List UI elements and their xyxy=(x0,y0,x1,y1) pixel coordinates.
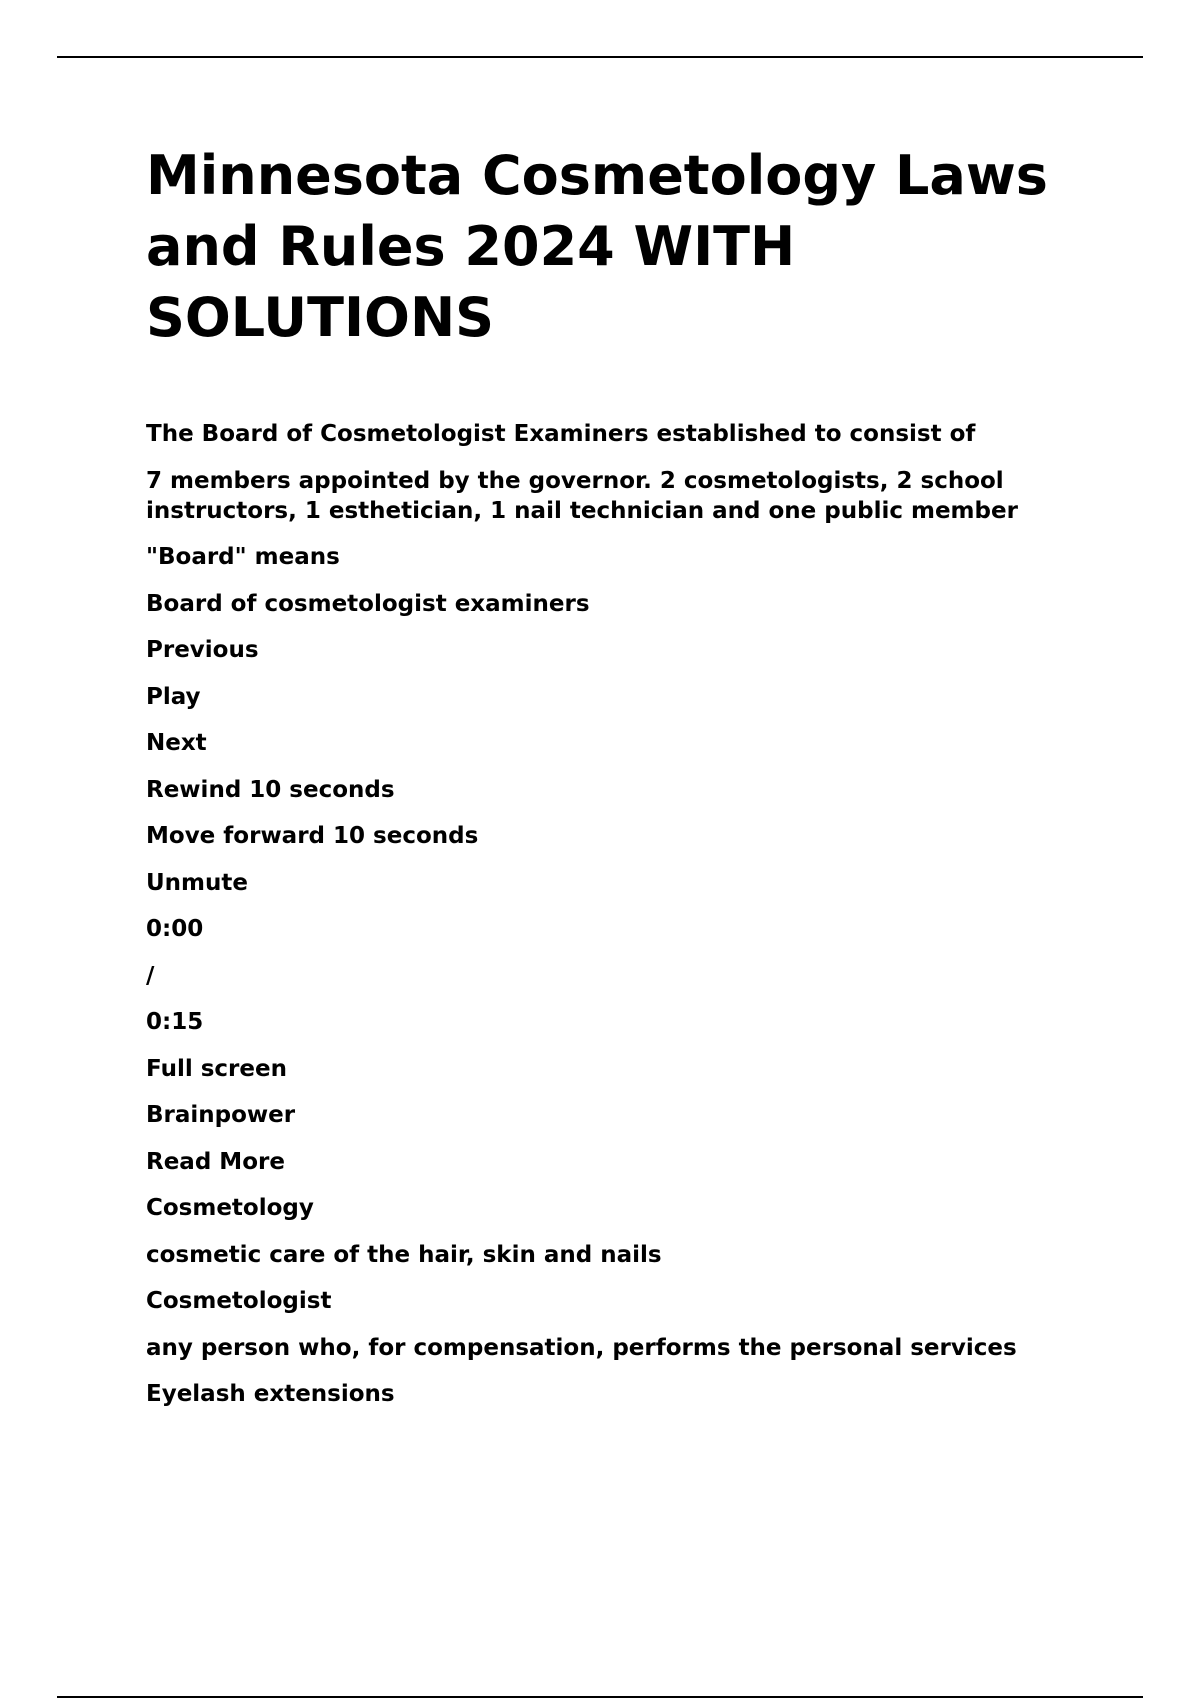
question-eyelash-extensions: Eyelash extensions xyxy=(146,1381,395,1407)
answer-board-composition: 7 members appointed by the governor. 2 cosmetologists, 2 school instructors, 1 esthetician, 1 nail technician and one public member xyxy=(146,467,1018,524)
media-forward-text: Move forward 10 seconds xyxy=(146,823,479,849)
media-previous-text: Previous xyxy=(146,637,259,663)
media-current-time: 0:00 xyxy=(146,916,204,942)
qa-list xyxy=(146,419,1106,1426)
media-next-text: Next xyxy=(146,730,207,756)
answer-cosmetologist: any person who, for compensation, performs the personal services xyxy=(146,1334,1017,1361)
brainpower-text: Brainpower xyxy=(146,1102,296,1128)
media-play-text: Play xyxy=(146,683,201,710)
media-fullscreen-text: Full screen xyxy=(146,1055,287,1082)
question-board-means: "Board" means xyxy=(146,544,340,570)
question-cosmetologist: Cosmetologist xyxy=(146,1288,332,1314)
document-page xyxy=(146,140,1106,1407)
document-title: Minnesota Cosmetology Laws and Rules 2024 WITH SOLUTIONS xyxy=(146,144,1048,349)
question-cosmetology: Cosmetology xyxy=(146,1195,314,1221)
media-rewind-text: Rewind 10 seconds xyxy=(146,776,395,803)
read-more-text: Read More xyxy=(146,1148,285,1175)
media-duration: 0:15 xyxy=(146,1009,204,1035)
media-unmute-text: Unmute xyxy=(146,869,248,896)
question-board-composition: The Board of Cosmetologist Examiners established to consist of xyxy=(146,421,976,447)
top-divider xyxy=(57,56,1143,58)
media-time-separator: / xyxy=(146,962,155,989)
answer-board-means: Board of cosmetologist examiners xyxy=(146,590,590,617)
bottom-divider xyxy=(57,1696,1143,1698)
answer-cosmetology: cosmetic care of the hair, skin and nails xyxy=(146,1241,662,1268)
